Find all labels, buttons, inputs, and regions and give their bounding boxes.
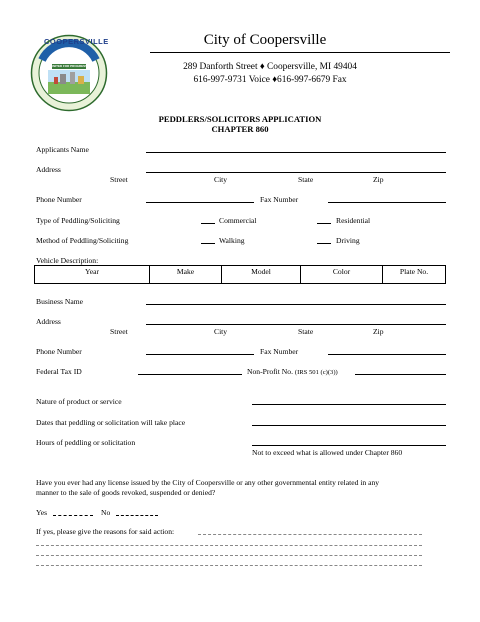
- business-phone-field[interactable]: [146, 354, 254, 355]
- nonprofit-irs-note: (IRS 501 (c)(3)): [294, 369, 338, 376]
- applicant-name-label: Applicants Name: [36, 145, 89, 154]
- residential-checkbox[interactable]: [317, 223, 331, 224]
- business-street-label: Street: [110, 327, 128, 336]
- hours-note: Not to exceed what is allowed under Chapter 860: [252, 448, 403, 457]
- reasons-field-line-4[interactable]: [36, 565, 422, 566]
- applicant-name-field[interactable]: [146, 152, 446, 153]
- vehicle-make-header: Make: [176, 267, 195, 276]
- commercial-checkbox[interactable]: [201, 223, 215, 224]
- business-name-label: Business Name: [36, 297, 84, 306]
- address-field[interactable]: [146, 172, 446, 173]
- dates-label: Dates that peddling or solicitation will take place: [36, 418, 186, 427]
- city-label: City: [214, 175, 228, 184]
- business-address-field[interactable]: [146, 324, 446, 325]
- form-title: [110, 114, 370, 134]
- vehicle-year-cell[interactable]: [35, 266, 150, 284]
- driving-label: Driving: [336, 236, 360, 245]
- vehicle-table: [34, 265, 446, 284]
- vehicle-table-row: [35, 266, 446, 284]
- business-fax-field[interactable]: [328, 354, 446, 355]
- residential-label: Residential: [336, 216, 371, 225]
- federal-tax-label: Federal Tax ID: [36, 367, 82, 376]
- yes-label: Yes: [36, 508, 48, 517]
- header-rule: [150, 52, 450, 53]
- form-title-chapter: CHAPTER 860: [211, 124, 269, 134]
- business-zip-label: Zip: [373, 327, 384, 336]
- reasons-field-line-1[interactable]: [198, 534, 422, 535]
- commercial-label: Commercial: [219, 216, 257, 225]
- nonprofit-label-text: Non-Profit No.: [247, 367, 293, 376]
- nature-label: Nature of product or service: [36, 397, 122, 406]
- dates-field[interactable]: [252, 425, 446, 426]
- phone-field[interactable]: [146, 202, 254, 203]
- business-city-label: City: [214, 327, 228, 336]
- no-field[interactable]: [116, 515, 158, 516]
- license-question-line2: manner to the sale of goods revoked, suspended or denied?: [36, 488, 216, 497]
- business-address-label: Address: [36, 317, 61, 326]
- city-seal-logo: [30, 34, 108, 112]
- vehicle-plate-header: Plate No.: [399, 267, 429, 276]
- vehicle-model-cell[interactable]: [222, 266, 301, 284]
- fax-label: Fax Number: [260, 195, 299, 204]
- walking-label: Walking: [219, 236, 245, 245]
- fax-field[interactable]: [328, 202, 446, 203]
- driving-checkbox[interactable]: [317, 243, 331, 244]
- city-phones: 616-997-9731 Voice ♦616-997-6679 Fax: [193, 75, 347, 85]
- vehicle-make-cell[interactable]: [150, 266, 222, 284]
- vehicle-plate-cell[interactable]: [383, 266, 446, 284]
- vehicle-model-header: Model: [251, 267, 271, 276]
- no-label: No: [101, 508, 111, 517]
- state-label: State: [298, 175, 314, 184]
- business-phone-label: Phone Number: [36, 347, 82, 356]
- phone-label: Phone Number: [36, 195, 82, 204]
- address-label: Address: [36, 165, 61, 174]
- vehicle-color-header: Color: [332, 267, 351, 276]
- type-label: Type of Peddling/Soliciting: [36, 216, 120, 225]
- nature-field[interactable]: [252, 404, 446, 405]
- walking-checkbox[interactable]: [201, 243, 215, 244]
- hours-field[interactable]: [252, 445, 446, 446]
- hours-label: Hours of peddling or solicitation: [36, 438, 136, 447]
- reasons-field-line-2[interactable]: [36, 545, 422, 546]
- form-title-main: PEDDLERS/SOLICITORS APPLICATION: [158, 114, 322, 124]
- seal-motto: UNITED FOR PROGRESS: [51, 64, 88, 68]
- city-address: 289 Danforth Street ♦ Coopersville, MI 49404: [183, 62, 357, 72]
- federal-tax-field[interactable]: [138, 374, 242, 375]
- street-label: Street: [110, 175, 128, 184]
- reasons-field-line-3[interactable]: [36, 555, 422, 556]
- business-name-field[interactable]: [146, 304, 446, 305]
- nonprofit-label: [247, 367, 338, 377]
- business-fax-label: Fax Number: [260, 347, 299, 356]
- license-question-line1: Have you ever had any license issued by the City of Coopersville or any other governmental entity related in any: [36, 478, 380, 487]
- reasons-label: If yes, please give the reasons for said action:: [36, 527, 175, 536]
- nonprofit-field[interactable]: [355, 374, 446, 375]
- seal-text: COOPERSVILLE: [44, 37, 109, 46]
- city-name: City of Coopersville: [203, 32, 327, 48]
- vehicle-year-header: Year: [85, 267, 99, 276]
- zip-label: Zip: [373, 175, 384, 184]
- method-label: Method of Peddling/Soliciting: [36, 236, 129, 245]
- vehicle-description-label: Vehicle Description:: [36, 256, 99, 265]
- vehicle-color-cell[interactable]: [301, 266, 383, 284]
- yes-field[interactable]: [53, 515, 93, 516]
- business-state-label: State: [298, 327, 314, 336]
